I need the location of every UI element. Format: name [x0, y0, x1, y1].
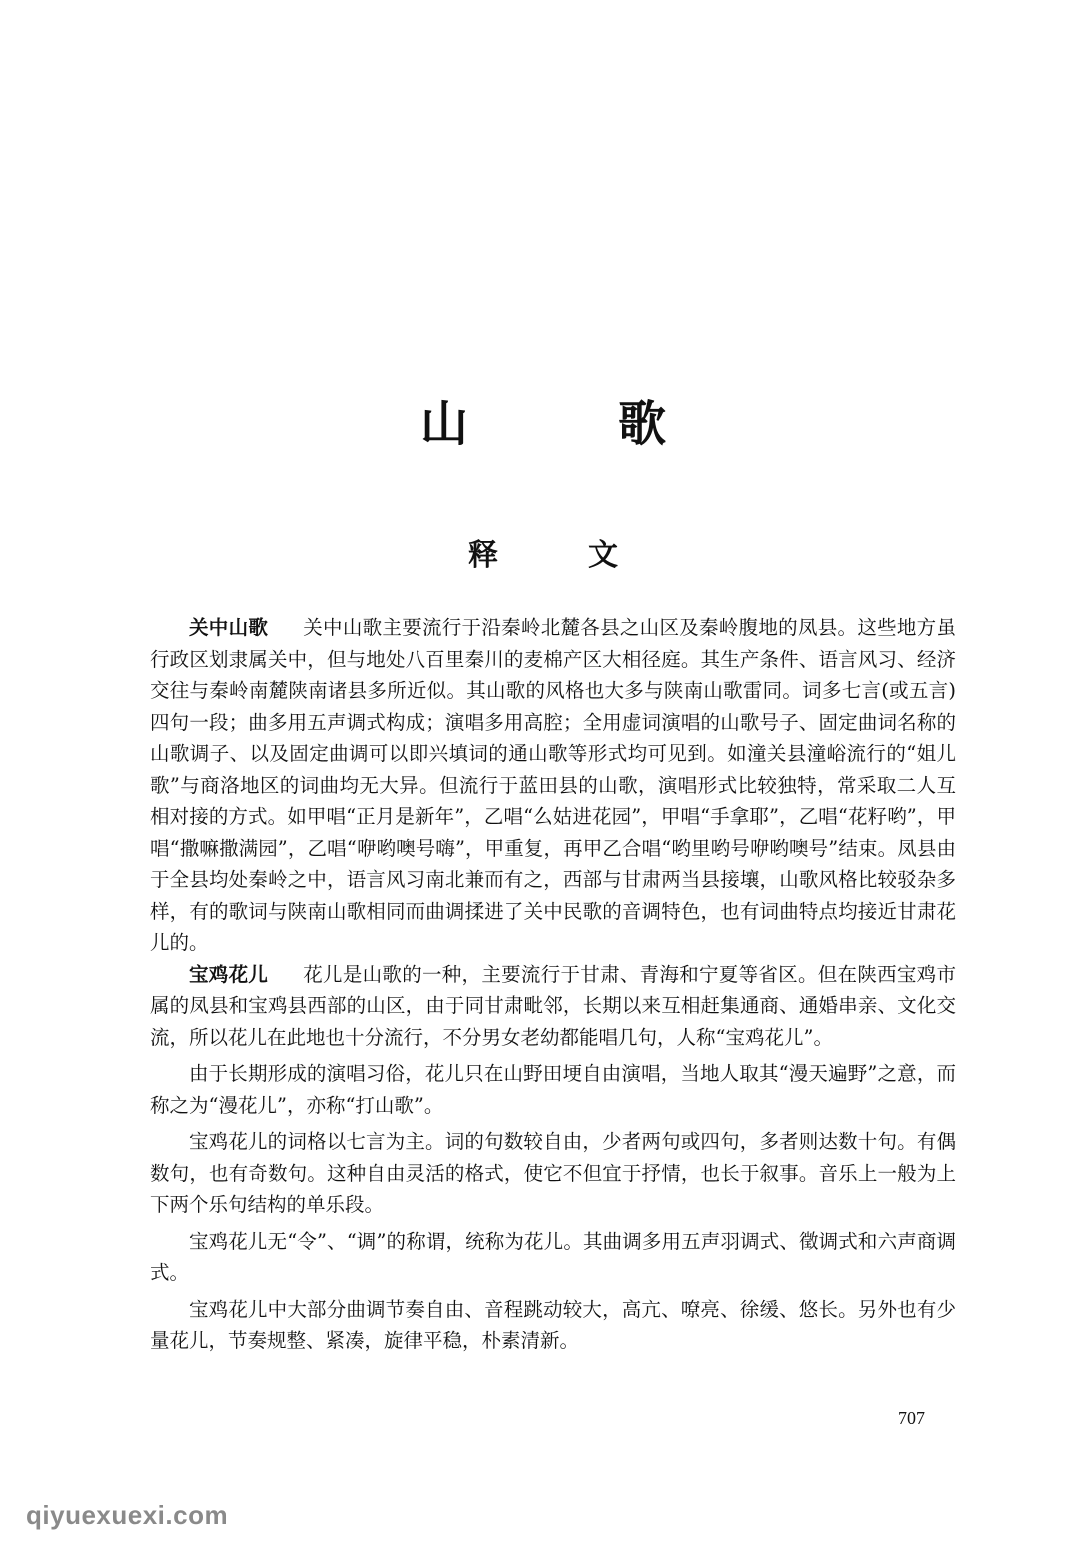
- page-number: 707: [898, 1408, 925, 1428]
- watermark-logo: qiyuexuexi.com: [26, 1500, 229, 1530]
- paragraph-text: 关中山歌主要流行于沿秦岭北麓各县之山区及秦岭腹地的凤县。这些地方虽行政区划隶属关中，但与地处八百里秦川的麦棉产区大相径庭。其生产条件、语言风习、经济交往与秦岭南麓陕南诸县多所近似。其山歌的风格也大多与陕南山歌雷同。词多七言(或五言)四句一段；曲多用五声调式构成；演唱多用高腔；全用虚词演唱的山歌号子、固定曲词名称的山歌调子、以及固定曲调可以即兴填词的通山歌等形式均可见到。如潼关县潼峪流行的“姐儿歌”与商洛地区的词曲均无大异。但流行于蓝田县的山歌，演唱形式比较独特，常采取二人互相对接的方式。如甲唱“正月是新年”，乙唱“么姑进花园”，甲唱“手拿耶”，乙唱“花籽哟”，甲唱“撒嘛撒满园”，乙唱“咿哟噢号嗨”，甲重复，再甲乙合唱“哟里哟号咿哟噢号”结束。凤县由于全县均处秦岭之中，语言风习南北兼而有之，西部与甘肃两当县接壤，山歌风格比较驳杂多样，有的歌词与陕南山歌相同而曲调揉进了关中民歌的音调特色，也有词曲特点均接近甘肃花儿的。: [150, 616, 956, 954]
- paragraph-text: 花儿是山歌的一种，主要流行于甘肃、青海和宁夏等省区。但在陕西宝鸡市属的凤县和宝鸡县西部的山区，由于同甘肃毗邻，长期以来互相赶集通商、通婚串亲、文化交流，所以花儿在此地也十分流行，不分男女老幼都能唱几句，人称“宝鸡花儿”。: [150, 962, 956, 1049]
- paragraph-melody-features: 宝鸡花儿中大部分曲调节奏自由、音程跳动较大，高亢、嘹亮、徐缓、悠长。另外也有少量花儿，节奏规整、紧凑，旋律平稳，朴素清新。: [150, 1297, 956, 1352]
- page-title: 山歌: [419, 396, 816, 452]
- paragraph-baoji-intro: [150, 959, 956, 1054]
- paragraph-lyric-form: 宝鸡花儿的词格以七言为主。词的句数较自由，少者两句或四句，多者则达数十句。有偶数句，也有奇数句。这种自由灵活的格式，使它不但宜于抒情，也长于叙事。音乐上一般为上下两个乐句结构的单乐段。: [150, 1130, 956, 1216]
- term-baoji-huaer: 宝鸡花儿: [189, 962, 269, 986]
- paragraph-singing-custom: 由于长期形成的演唱习俗，花儿只在山野田埂自由演唱，当地人取其“漫天遍野”之意，而称之为“漫花儿”，亦称“打山歌”。: [150, 1062, 956, 1117]
- paragraph-naming-modes: 宝鸡花儿无“令”、“调”的称谓，统称为花儿。其曲调多用五声羽调式、徵调式和六声商调式。: [150, 1229, 956, 1284]
- section-title: 释文: [468, 538, 708, 573]
- paragraph-guanzhong: [150, 612, 956, 959]
- term-guanzhong-shange: 关中山歌: [189, 616, 269, 639]
- article-body: [150, 612, 956, 1362]
